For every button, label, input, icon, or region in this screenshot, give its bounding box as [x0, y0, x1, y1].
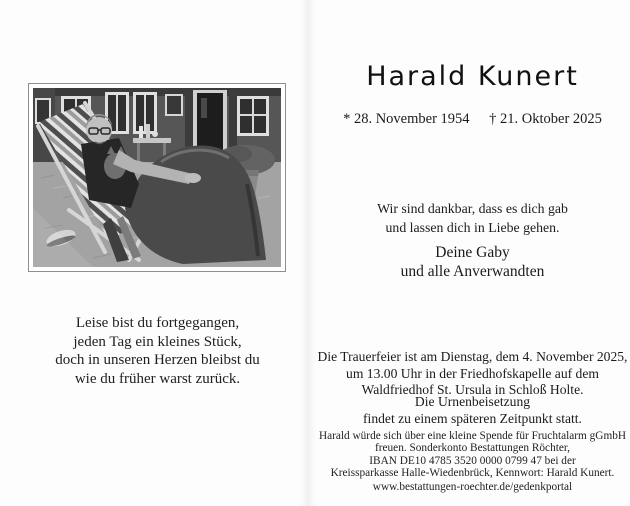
- poem: [0, 314, 315, 388]
- poem-line: wie du früher warst zurück.: [74, 370, 241, 387]
- urn-details: [315, 394, 630, 427]
- service-line: Waldfriedhof St. Ursula in Schloß Holte.: [361, 382, 584, 398]
- donation-line: freuen. Sonderkonto Bestattungen Röchter,: [375, 442, 570, 455]
- service-line: Die Trauerfeier ist am Dienstag, dem 4. November 2025,: [317, 349, 628, 364]
- urn-line: findet zu einem späteren Zeitpunkt statt.: [363, 410, 582, 426]
- donation-line: Harald würde sich über eine kleine Spende für Fruchtalarm gGmbH: [318, 430, 627, 442]
- thanks-line: Wir sind dankbar, dass es dich gab: [377, 201, 568, 216]
- service-line: um 13.00 Uhr in der Friedhofskapelle auf dem: [346, 365, 599, 381]
- thanks-text: [315, 200, 630, 237]
- life-dates: [315, 111, 630, 128]
- death-date: † 21. Oktober 2025: [489, 111, 602, 127]
- birth-date: * 28. November 1954: [343, 111, 470, 127]
- poem-line: Leise bist du fortgegangen,: [75, 315, 240, 331]
- photo-frame: [28, 83, 286, 272]
- urn-line: Die Urnenbeisetzung: [414, 394, 531, 409]
- deceased-name: Harald Kunert: [366, 61, 579, 92]
- family-names: [315, 244, 630, 281]
- family-line: und alle Anverwandten: [400, 262, 545, 280]
- donation-line: Kreissparkasse Halle-Wiedenbrück, Kennwort: Harald Kunert.: [330, 466, 615, 479]
- donation-info: [315, 430, 630, 479]
- donation-line: IBAN DE10 4785 3520 0000 0799 47 bei der: [369, 454, 576, 467]
- thanks-line: und lassen dich in Liebe gehen.: [385, 219, 560, 235]
- memorial-photo: [33, 88, 281, 267]
- service-details: [315, 349, 630, 399]
- website-url: www.bestattungen-roechter.de/gedenkportal: [372, 481, 573, 493]
- poem-line: jeden Tag ein kleines Stück,: [73, 333, 242, 350]
- family-line: Deine Gaby: [435, 244, 510, 261]
- right-page: [315, 0, 630, 506]
- poem-line: doch in unseren Herzen bleibst du: [55, 352, 260, 368]
